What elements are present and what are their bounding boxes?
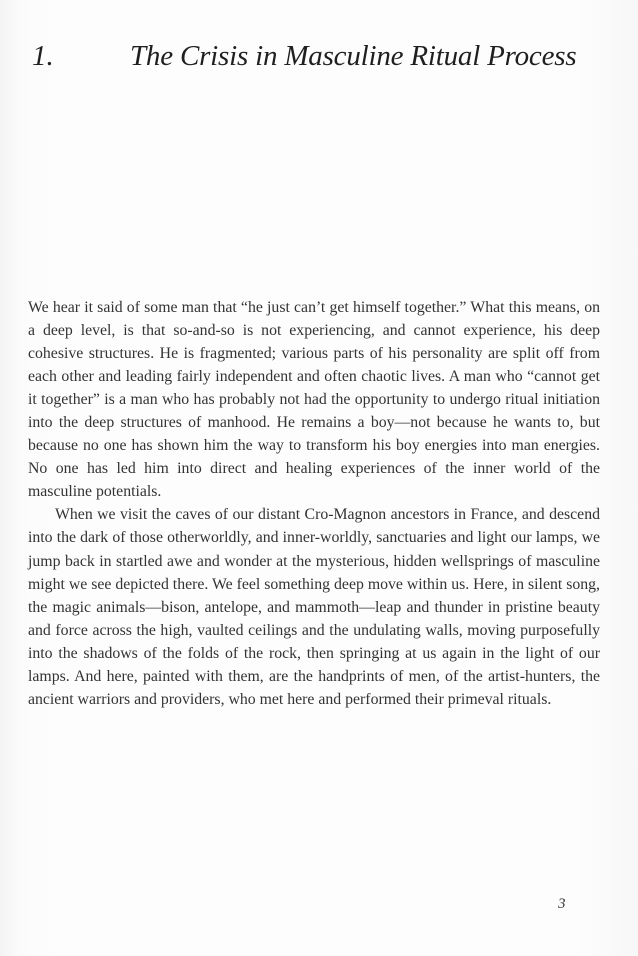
body-text <box>28 296 600 711</box>
chapter-number: 1. <box>32 40 54 72</box>
page-number: 3 <box>558 896 566 912</box>
chapter-heading <box>32 40 612 80</box>
chapter-title: The Crisis in Masculine Ritual Process <box>130 40 577 72</box>
paragraph: When we visit the caves of our distant Cro-Magnon ancestors in France, and descend into the dark of those otherworldly, and inner-worldly, sanctuaries and light our lamps, we jump back in startled awe and wonder at the mysterious, hidden wellsprings of masculine might we see depicted there. We feel something deep move within us. Here, in silent song, the magic animals—bison, antelope, and mammoth—leap and thunder in pristine beauty and force across the high, vaulted ceilings and the undulating walls, moving purposefully into the shadows of the folds of the rock, then springing at us again in the light of our lamps. And here, painted with them, are the handprints of men, of the artist-hunters, the ancient warriors and providers, who met here and performed their primeval rituals. <box>28 506 600 708</box>
paragraph: We hear it said of some man that “he just can’t get himself together.” What this means, on a deep level, is that so-and-so is not experiencing, and cannot experience, his deep cohesive structures. He is fragmented; various parts of his personality are split off from each other and leading fairly independent and often chaotic lives. A man who “cannot get it together” is a man who has probably not had the opportunity to undergo ritual initiation into the deep structures of manhood. He remains a boy—not because he wants to, but because no one has shown him the way to transform his boy energies into man energies. No one has led him into direct and healing experiences of the inner world of the masculine potentials. <box>28 299 600 501</box>
